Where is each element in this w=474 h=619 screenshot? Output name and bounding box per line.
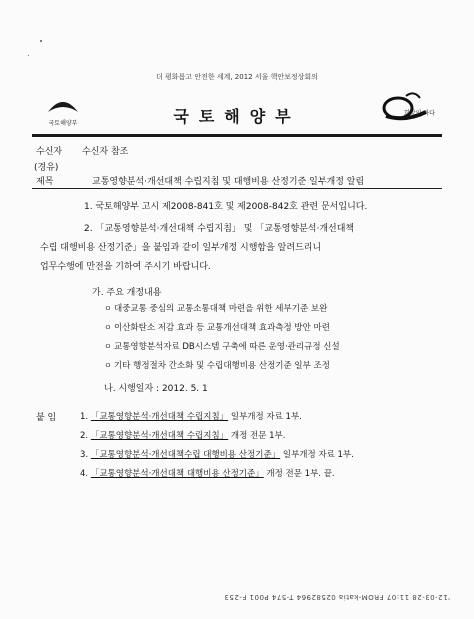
attachment-item [80, 467, 335, 479]
attachment-item [80, 448, 354, 460]
list-item [104, 359, 330, 371]
subject-label: 제목 [36, 177, 54, 187]
via-label: (경유) [34, 163, 59, 173]
header-divider [32, 134, 442, 137]
attachment-item [80, 410, 302, 422]
list-item [104, 321, 330, 333]
bullet-text: 기타 행정절차 간소화 및 수립대행비용 산정기준 일부 조정 [114, 361, 330, 371]
bullet-icon: ㅇ [104, 323, 112, 332]
paragraph-2-line-3: 업무수행에 만전을 기하여 주시기 바랍니다. [40, 262, 211, 272]
attachment-desc: 개정 전문 1부. 끝. [263, 469, 335, 479]
attachment-item [80, 429, 285, 441]
scan-speck [28, 55, 29, 56]
bullet-text: 교통영향분석자료 DB시스템 구축에 따른 운영·관리규정 신설 [114, 342, 340, 352]
attachment-title: 「교통영향분석·개선대책 수립지침」 [90, 412, 229, 422]
slogan-text: 더 평화롭고 안전한 세계, 2012 서울 핵안보정상회의 [156, 73, 318, 81]
slogan-logo-text: 희망의 바다 [404, 110, 435, 117]
paragraph-2-line-2: 수립 대행비용 산정기준」을 붙임과 같이 일부개정 시행함을 알려드리니 [40, 243, 322, 253]
attachment-number: 3. [80, 450, 89, 460]
recipient-value: 수신자 참조 [82, 147, 129, 157]
bullet-icon: ㅇ [104, 304, 112, 313]
attachment-title: 「교통영향분석·개선대책 수립지침」 [90, 431, 229, 441]
subject-divider [32, 188, 442, 189]
attachments-label: 붙 임 [36, 413, 57, 423]
list-item [104, 340, 340, 352]
bullet-text: 대중교통 중심의 교통소통대책 마련을 위한 세부기준 보완 [114, 304, 328, 314]
attachment-desc: 일부개정 자료 1부. [280, 450, 354, 460]
bullet-icon: ㅇ [104, 361, 112, 370]
attachment-number: 1. [80, 412, 89, 422]
attachment-desc: 개정 전문 1부. [228, 431, 286, 441]
attachment-number: 2. [80, 431, 89, 441]
bullet-icon: ㅇ [104, 342, 112, 351]
section-main-changes: 가. 주요 개정내용 [92, 288, 162, 298]
paragraph-1: 1. 국토해양부 고시 제2008-841호 및 제2008-842호 관련 문서입니다. [84, 202, 368, 212]
attachment-desc: 일부개정 자료 1부. [228, 412, 302, 422]
recipient-label: 수신자 [36, 147, 63, 157]
section-effective-date: 나. 시행일자 : 2012. 5. 1 [104, 384, 208, 394]
list-item [104, 302, 327, 314]
bullet-text: 이산화탄소 저감 효과 등 교통개선대책 효과측정 방안 마련 [114, 323, 330, 333]
fax-header-line: '12-03-28 11:07 FROM-katia 02582964 T-574 P001 F-253 [223, 593, 450, 601]
attachment-title: 「교통영향분석·개선대책 대행비용 산정기준」 [90, 469, 264, 479]
sea-hope-logo-icon [376, 86, 446, 128]
subject-value: 교통영향분석·개선대책 수립지침 및 대행비용 산정기준 일부개정 알림 [92, 177, 365, 187]
ministry-logo-label: 국토해양부 [48, 120, 78, 127]
attachment-title: 「교통영향분석·개선대책수립 대행비용 산정기준」 [90, 450, 281, 460]
attachment-number: 4. [80, 469, 89, 479]
paragraph-2-line-1: 2. 「교통영향분석·개선대책 수립지침」 및 「교통영향분석·개선대책 [84, 224, 355, 234]
scan-speck [40, 40, 42, 42]
slogan-logo [376, 86, 446, 128]
ministry-title: 국토해양부 [173, 107, 301, 126]
